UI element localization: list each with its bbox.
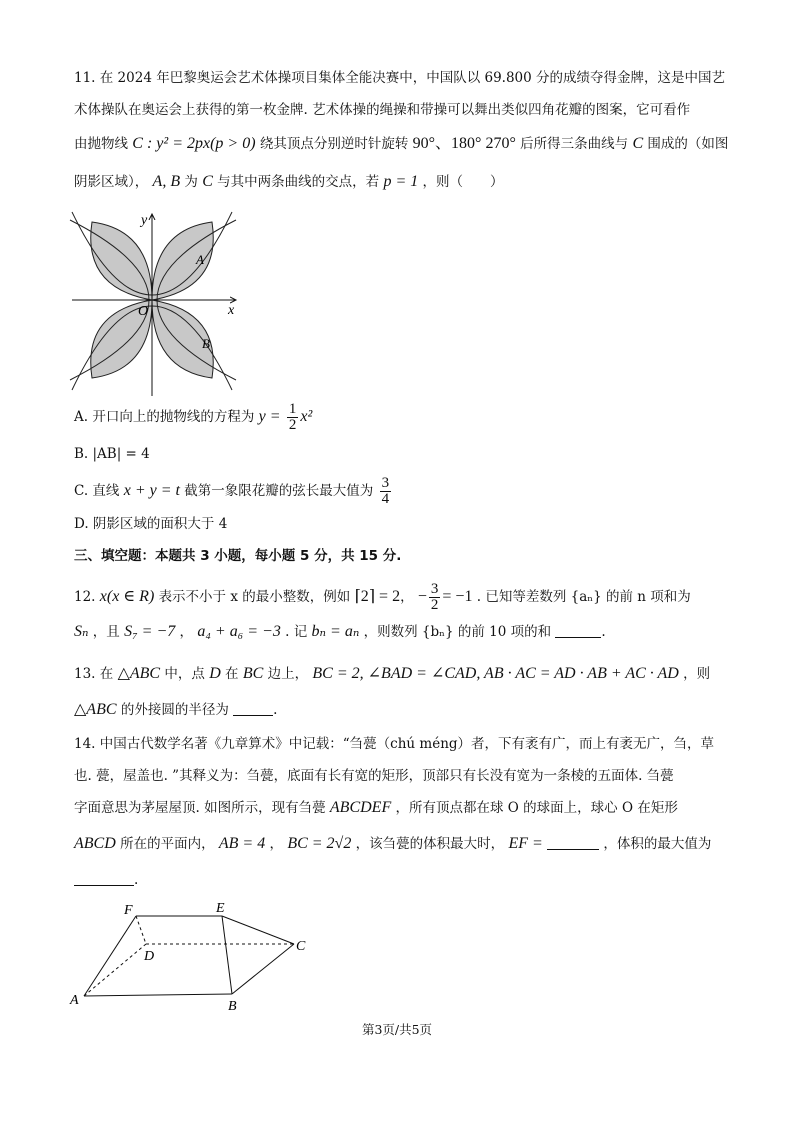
q13-line2 (74, 700, 277, 720)
segment-bc: BC (242, 665, 264, 682)
option-c-text: 截第一象限花瓣的弦长最大值为 (184, 483, 374, 499)
point-a-label: A (196, 252, 204, 267)
option-c-fraction (380, 476, 392, 507)
q13-text: 中，点 (164, 666, 205, 682)
q11-text: 与其中两条曲线的交点，若 (217, 174, 380, 190)
fraction-numerator: 3 (430, 581, 439, 597)
q11-option-a (74, 402, 312, 433)
edge-fd-hidden (136, 916, 146, 944)
option-a-x: x² (300, 408, 313, 425)
q12-answer-blank[interactable] (555, 623, 601, 638)
edge-ab (84, 994, 232, 996)
q14-text: 所在的平面内， (120, 836, 215, 852)
q11-text: 后所得三条曲线与 (520, 136, 629, 152)
q14-text: ，该刍甍的体积最大时， (355, 836, 505, 852)
option-a-fraction (287, 402, 299, 433)
points-ab: A, B (152, 173, 181, 190)
edge-eb (222, 916, 232, 994)
chumeng-figure (66, 898, 326, 1014)
q12-number: 12. (74, 589, 96, 605)
q13-text: 在 (225, 666, 239, 682)
q14-volume-blank[interactable] (74, 871, 134, 886)
q12-text: . (601, 624, 606, 640)
s7-condition: S₇ = −7 (124, 623, 176, 640)
section-3-heading: 三、填空题：本题共 3 小题，每小题 5 分，共 15 分. (74, 548, 402, 564)
q14-line5 (74, 870, 138, 890)
q13-line1 (74, 664, 710, 684)
bc-length: BC = 2√2 (287, 835, 352, 852)
edge-af (84, 916, 136, 996)
vertex-c-label: C (296, 939, 306, 954)
q11-text: 阴影区域）， (74, 174, 149, 190)
q11-text: 绕其顶点分别逆时针旋转 (259, 136, 409, 152)
ab-length: AB = 4 (218, 835, 266, 852)
sum-sn: Sₙ (74, 623, 89, 640)
q12-text: . 记 (285, 624, 308, 640)
fraction-denominator: 2 (288, 417, 297, 433)
q14-line3 (74, 798, 678, 818)
parabola-equation: C : y² = 2px(p > 0) (132, 135, 256, 152)
q13-text: 13. 在 (74, 666, 114, 682)
q12-text: . 已知等差数列 {aₙ} 的前 n 项和为 (476, 589, 691, 605)
solid-abcdef: ABCDEF (329, 799, 392, 816)
q12-domain: (x ∈ R) (106, 588, 155, 605)
point-d: D (209, 665, 221, 682)
ceil-example-2-fraction (429, 582, 441, 613)
q14-text: ，体积的最大值为 (603, 836, 712, 852)
q14-text: ，所有顶点都在球 O 的球面上，球心 O 在矩形 (395, 800, 678, 816)
edge-ec (222, 916, 294, 944)
option-c-eq: x + y = t (123, 482, 180, 499)
p-value: p = 1 (383, 173, 419, 190)
q13-answer-blank[interactable] (233, 701, 273, 716)
fraction-denominator: 4 (381, 491, 390, 507)
q12-text: ， (179, 624, 194, 640)
q14-text: . (134, 872, 139, 888)
curve-c: C (202, 173, 213, 190)
q12-text: ，且 (92, 624, 120, 640)
a4-a6-condition: a₄ + a₆ = −3 (197, 623, 281, 640)
vertex-d-label: D (144, 949, 155, 964)
petal-q2 (91, 222, 152, 300)
q13-text: 边上， (267, 666, 309, 682)
q12-line1 (74, 582, 691, 613)
bn-definition: bₙ = aₙ (311, 623, 360, 640)
ceil-example-1: ⌈2⌉ = 2 (354, 588, 401, 605)
vertex-a-label: A (70, 993, 79, 1008)
q14-line1: 14. 中国古代数学名著《九章算术》中记载：“刍甍（chú méng）者，下有袤有广，而上有袤无广，刍，草 (74, 736, 715, 752)
petal-figure (68, 208, 248, 398)
curve-c: C (632, 135, 644, 152)
edge-ad-hidden (84, 944, 146, 996)
q14-line2: 也. 甍，屋盖也. ”其释义为：刍甍，底面有长有宽的矩形，顶部只有长没有宽为一条棱的五面体. 刍甍 (74, 768, 674, 784)
q12-text: 表示不小于 x 的最小整数，例如 (158, 589, 351, 605)
q11-line4 (74, 172, 504, 192)
origin-label: O (138, 304, 149, 319)
page-footer: 第3页/共5页 (361, 1022, 433, 1037)
q14-text: 字面意思为茅屋屋顶. 如图所示，现有刍甍 (74, 800, 326, 816)
q11-line2: 术体操队在奥运会上获得的第一枚金牌. 艺术体操的绳操和带操可以舞出类似四角花瓣的图案，它可看作 (74, 102, 691, 118)
q13-text: . (273, 702, 278, 718)
y-axis-label: y (141, 213, 148, 228)
fraction-numerator: 1 (288, 401, 297, 417)
q11-text: 由抛物线 (74, 136, 128, 152)
q11-option-d: D. 阴影区域的面积大于 4 (74, 516, 228, 532)
q12-line2 (74, 622, 606, 642)
rectangle-abcd: ABCD (74, 835, 116, 852)
vertex-b-label: B (228, 999, 237, 1014)
option-a-text: A. 开口向上的抛物线的方程为 (74, 409, 255, 425)
rotation-angles: 90°、180° 270° (412, 135, 516, 152)
vertex-f-label: F (124, 903, 133, 918)
point-b-label: B (202, 336, 210, 351)
vertex-e-label: E (216, 901, 225, 916)
q13-conditions: BC = 2, ∠BAD = ∠CAD, AB · AC = AD · AB + AC · AD (312, 665, 679, 682)
q11-text: ，则（ ） (422, 174, 504, 190)
x-axis-label: x (228, 303, 235, 318)
ef-length: EF = (508, 835, 543, 852)
edge-cb (232, 944, 294, 994)
option-c-text: C. 直线 (74, 483, 120, 499)
q11-line1: 11. 在 2024 年巴黎奥运会艺术体操项目集体全能决赛中，中国队以 69.800 分的成绩夺得金牌，这是中国艺 (74, 70, 726, 86)
fraction-numerator: 3 (381, 475, 390, 491)
q11-line3 (74, 134, 728, 154)
q13-text: ，则 (683, 666, 711, 682)
fraction-denominator: 2 (430, 597, 439, 613)
q12-x: x (99, 588, 107, 605)
q11-option-b: B. |AB| = 4 (74, 446, 150, 462)
q12-text: ， (400, 589, 414, 605)
q14-line4 (74, 834, 711, 854)
ceil-example-2-value: = −1 (442, 588, 473, 605)
q11-option-c (74, 476, 393, 507)
option-a-eq: y = (258, 408, 281, 425)
q11-text: 为 (184, 174, 198, 190)
triangle-abc: △ABC (74, 701, 117, 718)
q14-text: ， (269, 836, 284, 852)
ceil-example-2-sign: − (417, 588, 427, 605)
triangle-abc: △ABC (117, 665, 161, 682)
q13-text: 的外接圆的半径为 (120, 702, 229, 718)
q14-ef-blank[interactable] (547, 835, 599, 850)
q12-text: ，则数列 {bₙ} 的前 10 项的和 (363, 624, 552, 640)
petal-q1 (152, 222, 213, 300)
q11-text: 围成的（如图 (647, 136, 729, 152)
